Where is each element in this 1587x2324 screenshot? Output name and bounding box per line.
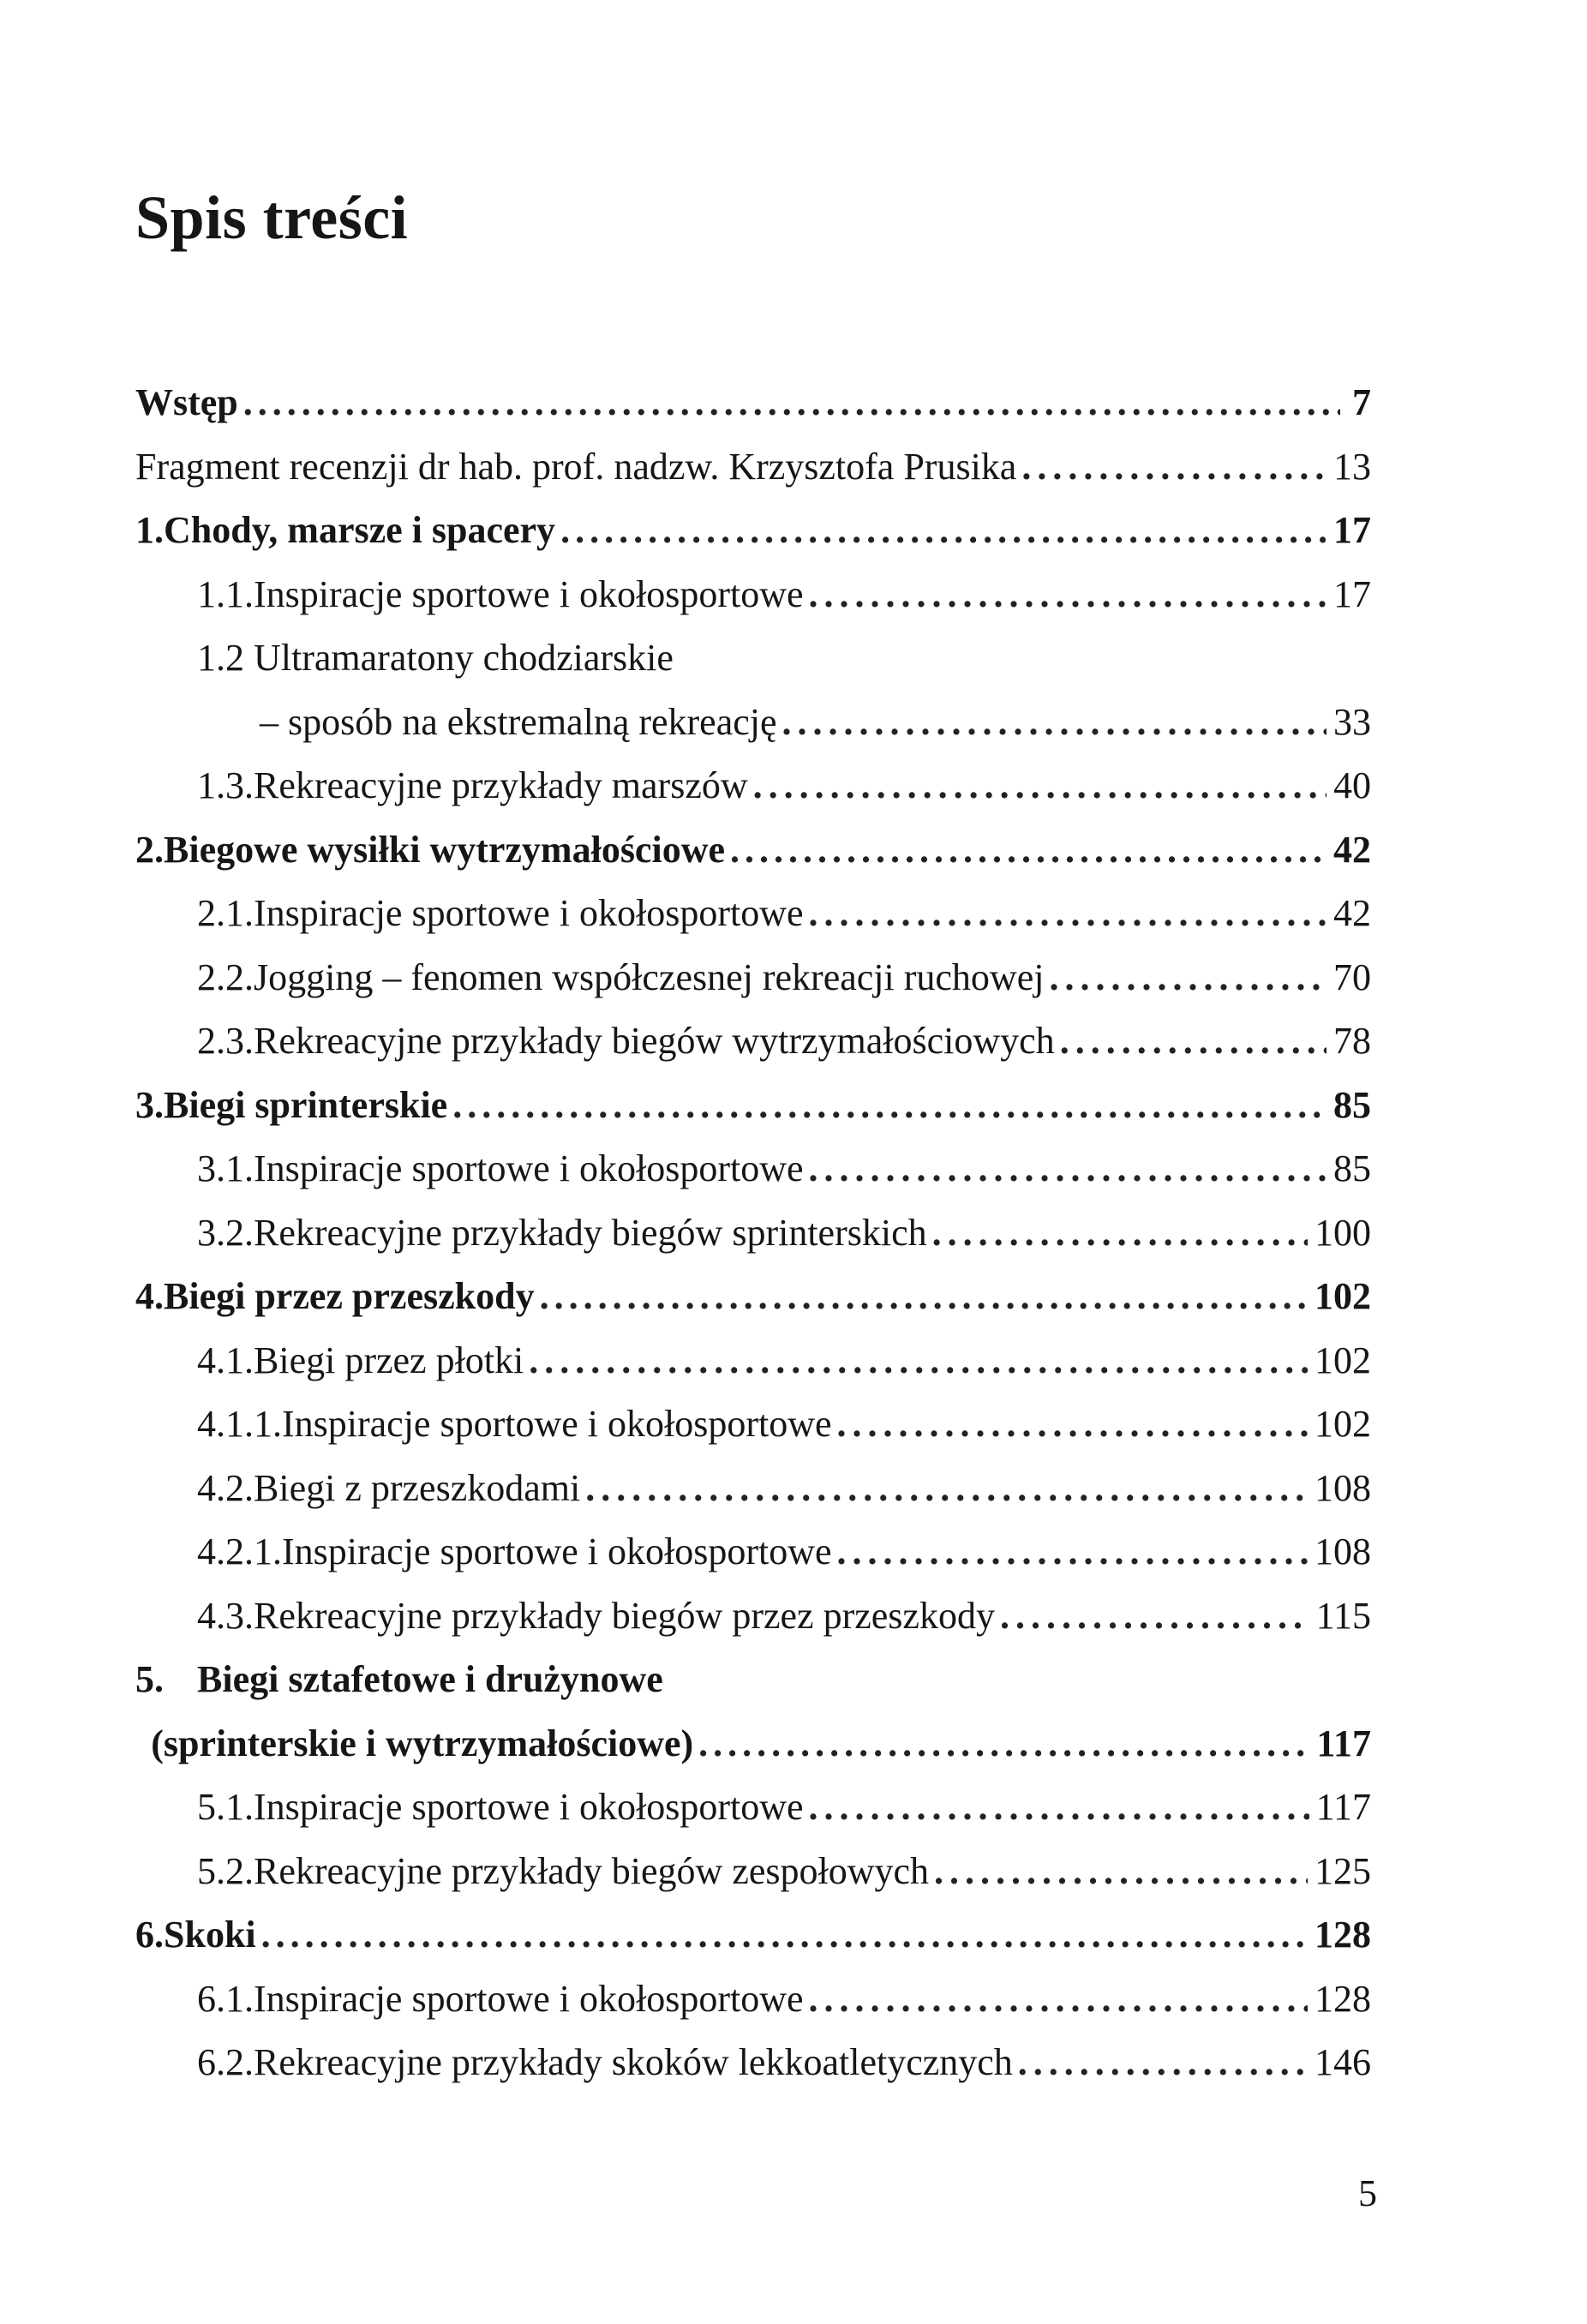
dot-leader (243, 384, 1340, 422)
dot-leader (837, 1405, 1308, 1443)
dot-leader (753, 767, 1326, 805)
toc-entry-text: – sposób na ekstremalną rekreację (260, 700, 777, 743)
toc-entry-page: 108 (1315, 1530, 1371, 1573)
toc-entry-text: 5.1.Inspiracje sportowe i okołosportowe (197, 1786, 804, 1829)
toc-entry-page: 115 (1315, 1594, 1371, 1637)
toc-entry-text: Biegi przez przeszkody (164, 1275, 535, 1318)
dot-leader (560, 512, 1326, 549)
toc-entry-review-fragment (135, 435, 1371, 500)
toc-chapter-number: 1. (135, 509, 164, 552)
toc-entry-page: 117 (1316, 1722, 1371, 1764)
toc-entry-page: 128 (1315, 1977, 1371, 2020)
toc-entry-text: 6.1.Inspiracje sportowe i okołosportowe (197, 1977, 804, 2020)
toc-entry-text: 4.1.Biegi przez płotki (197, 1339, 524, 1381)
toc-section-4-1-1 (135, 1393, 1371, 1457)
toc-entry-text: 2.1.Inspiracje sportowe i okołosportowe (197, 892, 804, 935)
toc-section-1-2-continuation (135, 691, 1371, 755)
dot-leader (529, 1342, 1308, 1380)
toc-entry-page: 7 (1352, 381, 1371, 424)
toc-entry-text: 4.1.1.Inspiracje sportowe i okołosportowe (197, 1403, 832, 1446)
toc-entry-page: 108 (1315, 1466, 1371, 1509)
dot-leader (698, 1725, 1309, 1763)
toc-entry-page: 85 (1333, 1083, 1371, 1126)
toc-entry-page: 40 (1333, 764, 1371, 807)
toc-chapter-2 (135, 818, 1371, 883)
toc-entry-text: Fragment recenzji dr hab. prof. nadzw. Krzysztofa Prusika (135, 445, 1017, 488)
toc-entry-text: Biegi sprinterskie (164, 1083, 448, 1126)
toc-entry-text: 3.2.Rekreacyjne przykłady biegów sprinterskich (197, 1211, 927, 1254)
toc-chapter-number: 2. (135, 828, 164, 871)
toc-section-3-1 (135, 1137, 1371, 1201)
toc-entry-page: 125 (1315, 1849, 1371, 1892)
toc-entry-text: 5.2.Rekreacyjne przykłady biegów zespołowych (197, 1849, 930, 1892)
toc-entry-text: Biegowe wysiłki wytrzymałościowe (164, 828, 725, 871)
toc-entry-page: 33 (1333, 700, 1371, 743)
toc-chapter-4 (135, 1265, 1371, 1329)
toc-entry-page: 100 (1315, 1211, 1371, 1254)
dot-leader (730, 831, 1326, 869)
toc-section-1-3 (135, 754, 1371, 818)
toc-section-2-1 (135, 882, 1371, 946)
page-title: Spis treści (135, 183, 409, 252)
toc-section-5-2 (135, 1840, 1371, 1904)
dot-leader (1018, 2044, 1308, 2081)
toc-entry-text: 4.2.Biegi z przeszkodami (197, 1466, 581, 1509)
toc-chapter-1 (135, 499, 1371, 563)
toc-chapter-6 (135, 1903, 1371, 1968)
toc-entry-text: Biegi sztafetowe i drużynowe (197, 1658, 663, 1701)
toc-entry-text: 1.1.Inspiracje sportowe i okołosportowe (197, 572, 804, 615)
dot-leader (1000, 1597, 1309, 1635)
toc-chapter-5 (135, 1648, 1371, 1712)
dot-leader (261, 1916, 1308, 1954)
toc-entry-page: 70 (1333, 955, 1371, 998)
dot-leader (809, 1980, 1308, 2018)
toc-entry-page: 102 (1315, 1339, 1371, 1381)
toc-entry-text: Chody, marsze i spacery (164, 509, 556, 552)
toc-entry-text: 4.3.Rekreacyjne przykłady biegów przez przeszkody (197, 1594, 995, 1637)
toc-entry-text: Skoki (164, 1914, 256, 1956)
dot-leader (809, 1788, 1309, 1826)
toc-entry-text: (sprinterskie i wytrzymałościowe) (151, 1722, 694, 1764)
toc-section-5-1 (135, 1776, 1371, 1840)
toc-entry-page: 13 (1333, 445, 1371, 488)
toc-entry-page: 17 (1333, 509, 1371, 552)
dot-leader (809, 895, 1326, 932)
toc-section-6-1 (135, 1968, 1371, 2032)
toc-section-2-3 (135, 1009, 1371, 1074)
toc-chapter-5-continuation (135, 1712, 1371, 1776)
dot-leader (1049, 959, 1326, 997)
dot-leader (837, 1533, 1308, 1571)
dot-leader (809, 1150, 1326, 1188)
toc-entry-page: 78 (1333, 1020, 1371, 1063)
page-number: 5 (1358, 2172, 1377, 2214)
toc-entry-page: 85 (1333, 1147, 1371, 1190)
toc-entry-text: 3.1.Inspiracje sportowe i okołosportowe (197, 1147, 804, 1190)
toc-entry-page: 42 (1333, 892, 1371, 935)
toc-section-6-2 (135, 2031, 1371, 2095)
toc-entry-text: 6.2.Rekreacyjne przykłady skoków lekkoatletycznych (197, 2041, 1013, 2084)
dot-leader (452, 1087, 1326, 1124)
toc-entry-text: 4.2.1.Inspiracje sportowe i okołosportowe (197, 1530, 832, 1573)
toc-entry-page: 146 (1315, 2041, 1371, 2084)
toc-section-1-2 (135, 626, 1371, 691)
toc-chapter-number: 6. (135, 1914, 164, 1956)
dot-leader (1060, 1022, 1326, 1060)
dot-leader (1021, 448, 1326, 486)
toc-entry-text: 2.3.Rekreacyjne przykłady biegów wytrzymałościowych (197, 1020, 1055, 1063)
toc-entry-page: 17 (1333, 572, 1371, 615)
toc-section-4-1 (135, 1329, 1371, 1393)
toc-chapter-3 (135, 1074, 1371, 1138)
toc-entry-page: 117 (1315, 1786, 1371, 1829)
toc-section-4-3 (135, 1584, 1371, 1649)
toc-section-4-2-1 (135, 1520, 1371, 1584)
toc-chapter-number: 5. (135, 1658, 164, 1701)
dot-leader (585, 1470, 1308, 1507)
dot-leader (934, 1853, 1308, 1890)
toc-entry-page: 102 (1315, 1403, 1371, 1446)
toc-entry-page: 102 (1315, 1275, 1371, 1318)
toc-entry-text: Wstęp (135, 381, 238, 424)
toc-section-4-2 (135, 1457, 1371, 1521)
toc-entry-text: 1.3.Rekreacyjne przykłady marszów (197, 764, 748, 807)
toc-chapter-number: 3. (135, 1083, 164, 1126)
toc-section-2-2 (135, 946, 1371, 1010)
toc-entry-introduction (135, 371, 1371, 435)
table-of-contents (135, 371, 1371, 2095)
toc-entry-text: 1.2 Ultramaratony chodziarskie (197, 637, 674, 680)
toc-entry-text: 2.2.Jogging – fenomen współczesnej rekreacji ruchowej (197, 955, 1045, 998)
toc-section-1-1 (135, 563, 1371, 627)
dot-leader (932, 1214, 1308, 1252)
toc-chapter-number: 4. (135, 1275, 164, 1318)
dot-leader (809, 576, 1326, 614)
toc-entry-page: 128 (1315, 1914, 1371, 1956)
toc-entry-page: 42 (1333, 828, 1371, 871)
dot-leader (540, 1278, 1308, 1315)
dot-leader (782, 704, 1326, 741)
toc-section-3-2 (135, 1201, 1371, 1266)
